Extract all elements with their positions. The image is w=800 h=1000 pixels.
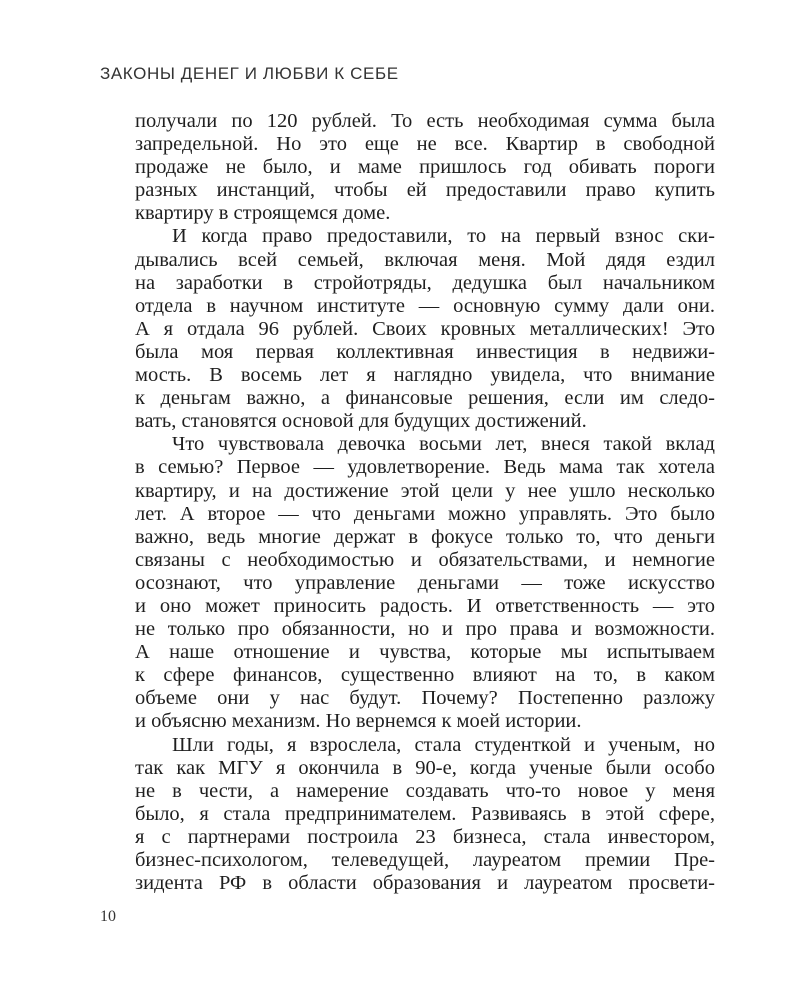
text-line: бизнес-психологом, телеведущей, лауреатом премии Пре- bbox=[135, 849, 715, 871]
text-line: получали по 120 рублей. То есть необходимая сумма была bbox=[135, 110, 715, 132]
text-line: лет. А второе — что деньгами можно управлять. Это было bbox=[135, 502, 715, 525]
running-header: ЗАКОНЫ ДЕНЕГ И ЛЮБВИ К СЕБЕ bbox=[100, 64, 399, 83]
text-line: мость. В восемь лет я наглядно увидела, что внимание bbox=[135, 364, 715, 387]
body-text bbox=[135, 110, 715, 895]
text-line: была моя первая коллективная инвестиция в недвижи- bbox=[135, 340, 715, 363]
text-line: связаны с необходимостью и обязательствами, и немногие bbox=[135, 548, 715, 571]
text-line: зидента РФ в области образования и лауреатом просвети- bbox=[135, 872, 715, 895]
text-line: было, я стала предпринимателем. Развиваясь в этой сфере, bbox=[135, 802, 715, 825]
text-line: я с партнерами построила 23 бизнеса, стала инвестором, bbox=[135, 825, 715, 848]
text-line: И когда право предоставили, то на первый взнос ски- bbox=[172, 225, 715, 248]
text-line: А я отдала 96 рублей. Своих кровных металлических! Это bbox=[135, 317, 715, 340]
text-line: Шли годы, я взрослела, стала студенткой и ученым, но bbox=[172, 733, 715, 756]
text-line: на заработки в стройотряды, дедушка был начальником bbox=[135, 271, 715, 294]
text-line: к сфере финансов, существенно влияют на то, в каком bbox=[135, 664, 715, 687]
text-line: А наше отношение и чувства, которые мы испытываем bbox=[135, 641, 715, 664]
text-line: дывались всей семьей, включая меня. Мой дядя ездил bbox=[135, 248, 715, 271]
text-line: не только про обязанности, но и про права и возможности. bbox=[135, 618, 715, 641]
text-line: разных инстанций, чтобы ей предоставили право купить bbox=[135, 179, 715, 202]
text-line: в семью? Первое — удовлетворение. Ведь мама так хотела bbox=[135, 456, 715, 479]
text-line: к деньгам важно, а финансовые решения, если им следо- bbox=[135, 387, 715, 410]
text-line: так как МГУ я окончила в 90-е, когда ученые были особо bbox=[135, 756, 715, 779]
text-line: Что чувствовала девочка восьми лет, внеся такой вклад bbox=[172, 433, 715, 456]
text-line: не в чести, а намерение создавать что-то новое у меня bbox=[135, 779, 715, 802]
text-line: запредельной. Но это еще не все. Квартир в свободной bbox=[135, 133, 715, 156]
text-line: отдела в научном институте — основную сумму дали они. bbox=[135, 294, 715, 317]
text-line: вать, становятся основой для будущих достижений. bbox=[135, 410, 587, 433]
text-line: квартиру в строящемся доме. bbox=[135, 202, 391, 225]
text-line: осознают, что управление деньгами — тоже искусство bbox=[135, 571, 715, 594]
page-number: 10 bbox=[100, 908, 116, 925]
text-line: и оно может приносить радость. И ответственность — это bbox=[135, 594, 715, 617]
text-line: продаже не было, и маме пришлось год обивать пороги bbox=[135, 156, 715, 179]
text-line: важно, ведь многие держат в фокусе только то, что деньги bbox=[135, 525, 715, 548]
text-line: и объясню механизм. Но вернемся к моей истории. bbox=[135, 710, 582, 733]
text-line: объеме они у нас будут. Почему? Постепенно разложу bbox=[135, 687, 715, 710]
text-line: квартиру, и на достижение этой цели у нее ушло несколько bbox=[135, 479, 715, 502]
